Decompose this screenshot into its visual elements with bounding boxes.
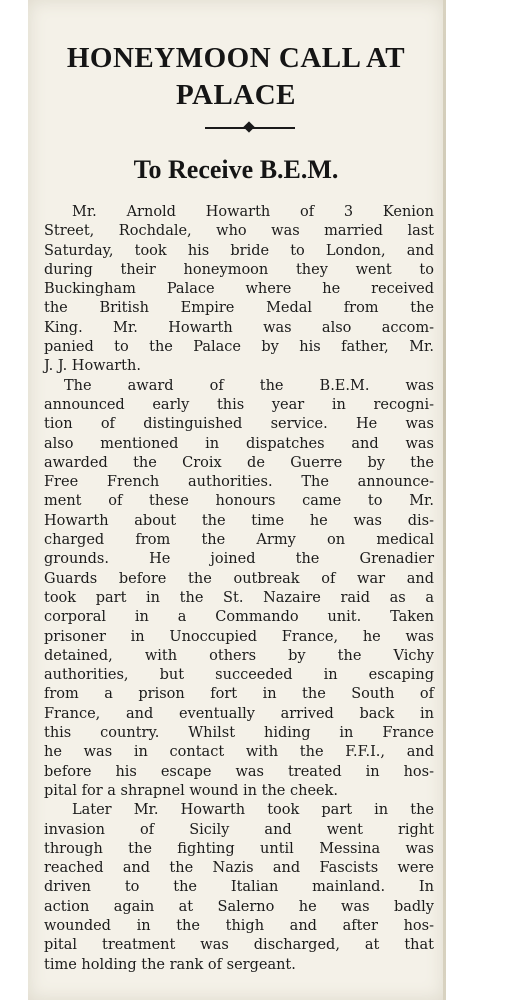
article-line: he was in contact with the F.F.I., and [44, 744, 434, 761]
article-line: before his escape was treated in hos- [44, 763, 434, 780]
article-line: pital for a shrapnel wound in the cheek. [44, 782, 339, 799]
article-line: pital treatment was discharged, at that [44, 937, 434, 954]
article-line: announced early this year in recogni- [44, 396, 434, 413]
article-line: charged from the Army on medical [44, 532, 434, 549]
article-line: Mr. Arnold Howarth of 3 Kenion [72, 204, 434, 220]
article-paragraph [44, 801, 434, 975]
article-line: panied to the Palace by his father, Mr. [44, 339, 434, 356]
article-line: during their honeymoon they went to [44, 261, 434, 278]
article-line: The award of the B.E.M. was [64, 377, 434, 394]
article-line: authorities, but succeeded in escaping [44, 667, 434, 684]
article-line: J. J. Howarth. [44, 358, 141, 375]
article-line: this country. Whilst hiding in France [44, 725, 434, 742]
rule-diamond-ornament [243, 121, 254, 132]
article-line: Free French authorities. The announce- [44, 474, 434, 491]
article-line: prisoner in Unoccupied France, he was [44, 628, 434, 645]
article-line: action again at Salerno he was badly [44, 898, 434, 915]
article-line: grounds. He joined the Grenadier [44, 551, 434, 568]
article-line: driven to the Italian mainland. In [44, 879, 434, 896]
headline-line-1: HONEYMOON CALL AT [66, 42, 406, 74]
article-line: Saturday, took his bride to London, and [44, 242, 434, 259]
article-line: Later Mr. Howarth took part in the [72, 802, 434, 819]
article-line: King. Mr. Howarth was also accom- [44, 319, 434, 336]
newspaper-clipping [28, 0, 444, 1000]
article-line: ment of these honours came to Mr. [44, 493, 434, 510]
article-line: detained, with others by the Vichy [44, 647, 434, 664]
article-line: wounded in the thigh and after hos- [44, 917, 434, 934]
article-line: reached and the Nazis and Fascists were [44, 860, 434, 877]
article-paragraph [44, 203, 434, 377]
article-line: from a prison fort in the South of [44, 686, 434, 703]
article-line: took part in the St. Nazaire raid as a [44, 589, 434, 606]
article-line: also mentioned in dispatches and was [44, 435, 434, 452]
article-line: through the fighting until Messina was [44, 840, 434, 857]
subheadline: To Receive B.E.M. [133, 155, 339, 184]
article-line: invasion of Sicily and went right [44, 821, 434, 838]
article-paragraph [44, 377, 434, 802]
article-line: Howarth about the time he was dis- [44, 512, 434, 529]
article-line: time holding the rank of sergeant. [44, 956, 296, 973]
article-line: Buckingham Palace where he received [44, 281, 434, 298]
article-line: awarded the Croix de Guerre by the [44, 454, 434, 471]
article-body [44, 203, 434, 975]
article-line: France, and eventually arrived back in [44, 705, 434, 722]
article-line: corporal in a Commando unit. Taken [44, 609, 434, 626]
article-line: the British Empire Medal from the [44, 300, 434, 317]
headline-line-2: PALACE [175, 79, 297, 111]
article-line: Guards before the outbreak of war and [44, 570, 434, 587]
article-line: Street, Rochdale, who was married last [44, 223, 434, 240]
article-line: tion of distinguished service. He was [44, 416, 434, 433]
